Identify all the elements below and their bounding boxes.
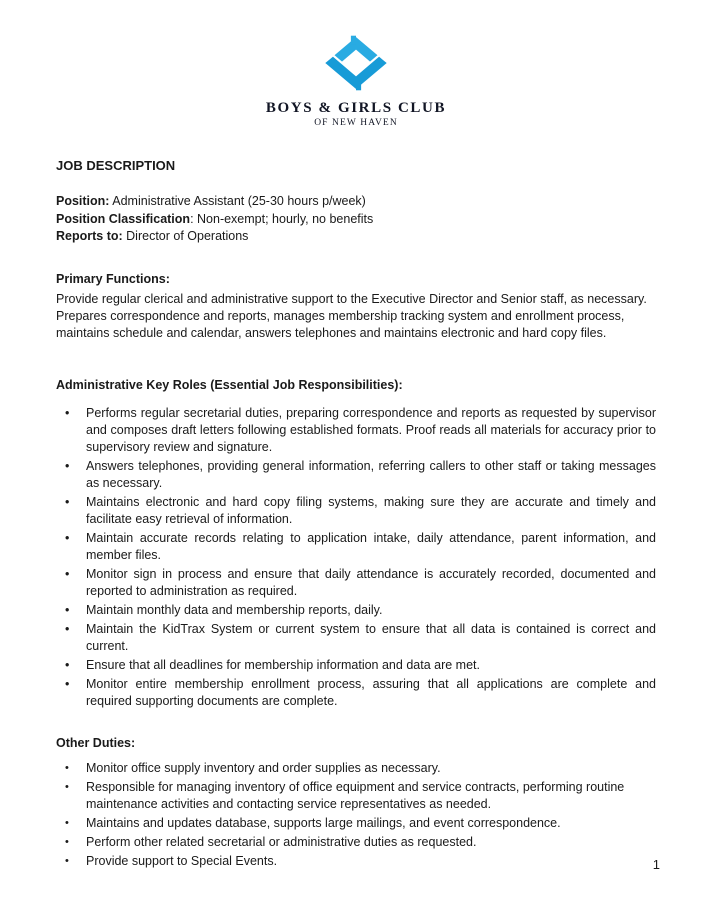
list-item: • Responsible for managing inventory of office equipment and service contracts, performing routine maintenance activities and contacting service representatives as needed. — [56, 779, 656, 813]
document-title: JOB DESCRIPTION — [56, 158, 176, 173]
bullet-icon: • — [65, 621, 70, 636]
list-item: • Maintain monthly data and membership reports, daily. — [56, 602, 656, 619]
position-meta — [56, 193, 656, 246]
position-line — [56, 193, 656, 211]
bullet-icon: • — [65, 530, 70, 545]
bullet-icon: • — [65, 835, 69, 848]
position-label: Position: — [56, 194, 110, 208]
classification-label: Position Classification — [56, 211, 191, 226]
list-item: • Answers telephones, providing general information, referring callers to other staff or taking messages as necessary. — [56, 458, 656, 492]
list-item: • Perform other related secretarial or administrative duties as requested. — [56, 834, 656, 851]
list-item: • Maintain the KidTrax System or current system to ensure that all data is contained is correct and current. — [56, 621, 656, 655]
list-item: • Maintains electronic and hard copy filing systems, making sure they are accurate and timely and facilitate easy retrieval of information. — [56, 494, 656, 528]
list-item: • Monitor sign in process and ensure that daily attendance is accurately recorded, documented and reported to administration as required. — [56, 566, 656, 600]
classification-line — [56, 211, 656, 229]
bullet-icon: • — [65, 657, 70, 672]
bullet-icon: • — [65, 761, 69, 774]
bullet-icon: • — [65, 780, 69, 793]
other-duties-list — [56, 760, 656, 870]
list-item: • Ensure that all deadlines for membership information and data are met. — [56, 657, 656, 674]
bullet-icon: • — [65, 494, 70, 509]
list-item: • Monitor entire membership enrollment process, assuring that all applications are complete and required supporting documents are complete. — [56, 676, 656, 710]
page-number: 1 — [652, 857, 660, 872]
list-item: • Maintain accurate records relating to application intake, daily attendance, parent information, and member files. — [56, 530, 656, 564]
list-item: • Performs regular secretarial duties, preparing correspondence and reports as requested by supervisor and composes draft letters following established formats. Proof reads all materials for accuracy prior to supervisory review and signature. — [56, 405, 656, 456]
key-roles-list — [56, 405, 656, 710]
other-duties-heading: Other Duties: — [56, 735, 136, 750]
reports-to-line — [56, 228, 656, 246]
list-item: • Monitor office supply inventory and order supplies as necessary. — [56, 760, 656, 777]
boys-girls-club-logo-icon — [312, 34, 400, 97]
reports-to-label: Reports to: — [56, 229, 123, 243]
bullet-icon: • — [65, 602, 70, 617]
logo-block — [56, 34, 656, 128]
bullet-icon: • — [65, 676, 70, 691]
bullet-icon: • — [65, 854, 69, 867]
list-item: • Maintains and updates database, supports large mailings, and event correspondence. — [56, 815, 656, 832]
primary-functions-heading: Primary Functions: — [56, 271, 170, 286]
bullet-icon: • — [65, 458, 70, 473]
primary-functions-body: Provide regular clerical and administrative support to the Executive Director and Senior staff, as necessary. Prepares correspondence and reports, manages membership tracking system and enrollment process, maintains schedule and calendar, answers telephones and maintains electronic and hard copy files. — [56, 291, 647, 340]
classification-value: : Non-exempt; hourly, no benefits — [190, 211, 374, 226]
bullet-icon: • — [65, 566, 70, 581]
key-roles-heading: Administrative Key Roles (Essential Job Responsibilities): — [56, 377, 403, 392]
logo-title: BOYS & GIRLS CLUB — [265, 100, 447, 116]
position-value: Administrative Assistant (25-30 hours p/week) — [112, 194, 366, 208]
list-item: • Provide support to Special Events. — [56, 853, 656, 870]
bullet-icon: • — [65, 405, 70, 420]
logo-subtitle: OF NEW HAVEN — [314, 118, 398, 128]
reports-to-value: Director of Operations — [126, 229, 249, 243]
bullet-icon: • — [65, 816, 69, 829]
